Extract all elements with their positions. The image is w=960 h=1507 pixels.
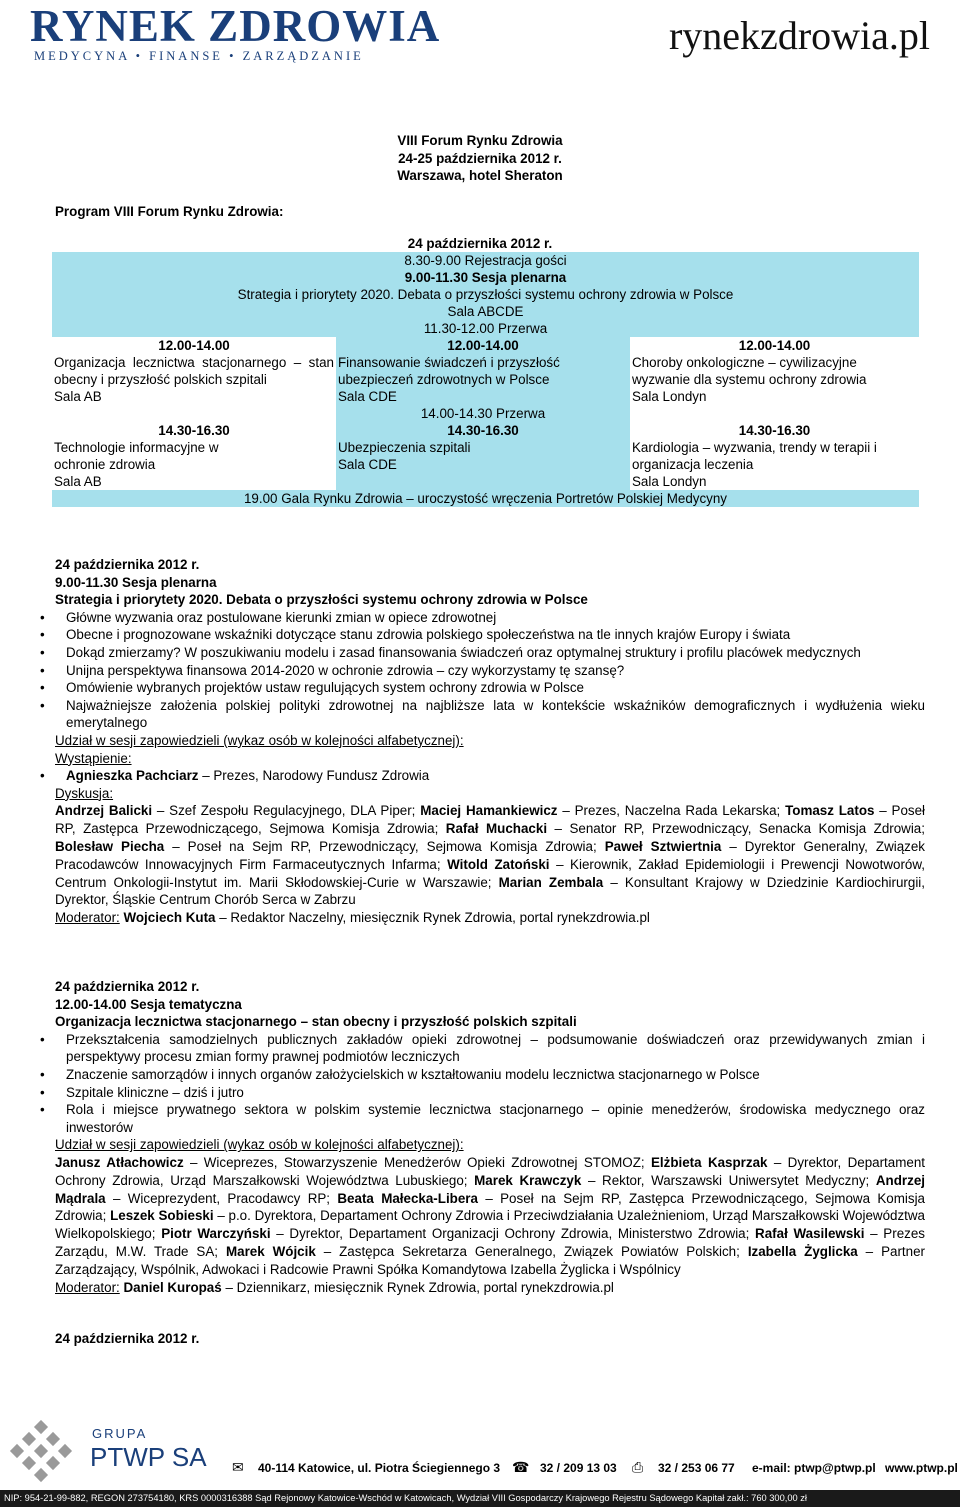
- list-item: • Obecne i prognozowane wskaźniki dotyczące stanu zdrowia polskiego społeczeństwa na tle innych krajów Europy i świata: [0, 626, 925, 644]
- moderator-name: Wojciech Kuta: [123, 910, 216, 926]
- break-row: 11.30-12.00 Przerwa: [52, 320, 919, 337]
- person-role: – p.o. Dyrektora, Departament Ochrony Zdrowia i Przeciwdziałania Uzależnieniom, Urząd Marszałkowski Województwa Wielkopolskiego;: [55, 1208, 925, 1242]
- col2b-time: 14.30-16.30: [447, 423, 519, 438]
- person-role: – Rektor, Warszawski Uniwersytet Medyczny;: [581, 1172, 876, 1188]
- person-role: – Poseł na Sejm RP, Przewodniczący, Sejmowa Komisja Zdrowia;: [164, 838, 605, 854]
- person-role: – Poseł na Sejm RP, Zastępca Przewodniczącego, Sejmowa Komisja Zdrowia;: [55, 1190, 925, 1224]
- col3b-time: 14.30-16.30: [738, 423, 811, 438]
- person-role: – Kierownik, Zakład Epidemiologii i Prewencji Nowotworów, Centrum Onkologii-Instytut im. Marii Skłodowskiej-Curie w Warszawie;: [55, 856, 926, 890]
- logo-title: RYNEK ZDROWIA: [30, 1, 441, 51]
- person-role: – Zastępca Sekretarza Generalnego, Związek Powiatów Polskich;: [315, 1243, 748, 1259]
- event-dates: 24-25 października 2012 r.: [398, 150, 562, 166]
- person-role: – Dyrektor Generalny, Związek Pracodawców Innowacyjnych Firm Farmaceutycznych Infarma;: [55, 838, 925, 872]
- person-role: – Wiceprezes, Stowarzyszenie Menedżerów Opieki Zdrowotnej STOMOZ;: [183, 1154, 651, 1170]
- footer-email: e-mail: ptwp@ptwp.pl: [752, 1461, 876, 1475]
- footer-fax: 32 / 253 06 77: [658, 1461, 735, 1475]
- event-venue: Warszawa, hotel Sheraton: [397, 168, 563, 183]
- person-name: Andrzej Mądrala: [55, 1172, 925, 1206]
- phone-icon: ☎: [512, 1459, 530, 1475]
- person-name: Maciej Hamankiewicz: [420, 803, 558, 819]
- moderator-role: – Redaktor Naczelny, miesięcznik Rynek Zdrowia, portal rynekzdrowia.pl: [215, 910, 650, 926]
- discussion-list: [55, 802, 925, 909]
- person-role: – Wiceprezydent, Pracodawcy RP;: [105, 1190, 338, 1206]
- session1-date: 24 października 2012 r.: [55, 557, 200, 572]
- plenary-title: 9.00-11.30 Sesja plenarna: [52, 269, 919, 286]
- speaker-role: – Prezes, Narodowy Fundusz Zdrowia: [198, 768, 430, 784]
- col3-time: 12.00-14.00: [738, 338, 811, 353]
- program-label: Program VIII Forum Rynku Zdrowia:: [55, 204, 284, 219]
- moderator-row: [55, 1279, 925, 1297]
- person-name: Marian Zembala: [498, 874, 604, 890]
- moderator-name: Daniel Kuropaś: [123, 1279, 222, 1295]
- person-name: Paweł Sztwiertnia: [604, 838, 722, 854]
- person-name: Izabella Żyglicka: [747, 1243, 858, 1259]
- session1-participants-label: Udział w sesji zapowiedzieli (wykaz osób w kolejności alfabetycznej):: [55, 732, 464, 748]
- schedule-date: 24 października 2012 r.: [407, 236, 553, 251]
- person-name: Andrzej Balicki: [55, 803, 153, 819]
- list-item: • Unijna perspektywa finansowa 2014-2020 w ochronie zdrowia – czy wykorzystamy tę szansę?: [0, 662, 925, 680]
- gala-row: 19.00 Gala Rynku Zdrowia – uroczystość wręczenia Portretów Polskiej Medycyny: [52, 490, 919, 507]
- person-name: Piotr Warczyński: [161, 1226, 271, 1242]
- moderator-label: Moderator:: [55, 910, 120, 926]
- col3-topic: Choroby onkologiczne – cywilizacyjne wyzwanie dla systemu ochrony zdrowia: [632, 355, 867, 387]
- session2-time: 12.00-14.00 Sesja tematyczna: [55, 996, 242, 1012]
- person-role: – Senator RP, Przewodniczący, Senacka Komisja Zdrowia;: [547, 821, 925, 837]
- moderator-role: – Dziennikarz, miesięcznik Rynek Zdrowia, portal rynekzdrowia.pl: [221, 1279, 614, 1295]
- session-plenary: [40, 556, 926, 927]
- list-item: • Omówienie wybranych projektów ustaw regulujących system ochrony zdrowia w Polsce: [0, 679, 925, 697]
- person-role: – Szef Zespołu Regulacyjnego, DLA Piper;: [152, 803, 421, 819]
- person-name: Elżbieta Kasprzak: [650, 1154, 768, 1170]
- schedule-table: [52, 252, 919, 507]
- list-item: • Przekształcenia samodzielnych publicznych zakładów opieki zdrowotnej – podsumowanie doświadczeń oraz przewidywanych zmian i perspektywy procesu zmian formy prawnej podmiotów leczniczych: [0, 1031, 925, 1066]
- person-name: Witold Zatoński: [447, 856, 550, 872]
- session1-title: Strategia i priorytety 2020. Debata o przyszłości systemu ochrony zdrowia w Polsce: [55, 592, 588, 608]
- ptwp-logo-icon: [8, 1420, 83, 1488]
- col3b-room: Sala Londyn: [632, 474, 707, 489]
- col2b-room: Sala CDE: [338, 457, 397, 472]
- person-name: Rafał Wasilewski: [755, 1226, 865, 1242]
- person-name: Beata Małecka-Libera: [337, 1190, 478, 1206]
- person-name: Marek Krawczyk: [474, 1172, 582, 1188]
- break2-row: 14.00-14.30 Przerwa: [336, 405, 630, 422]
- speech-label: Wystąpienie:: [55, 750, 132, 766]
- plenary-topic: Strategia i priorytety 2020. Debata o przyszłości systemu ochrony zdrowia w Polsce: [52, 286, 919, 303]
- col1b-topic: Technologie informacyjne w ochronie zdrowia: [54, 440, 219, 472]
- col1-room: Sala AB: [54, 389, 102, 404]
- footer-address: 40-114 Katowice, ul. Piotra Ściegiennego 3: [258, 1461, 501, 1475]
- col2b-topic: Ubezpieczenia szpitali: [338, 440, 471, 455]
- col2-time: 12.00-14.00: [447, 338, 519, 353]
- person-role: – Konsultant Krajowy w Dziedzinie Kardiochirurgii, Dyrektor, Śląskie Centrum Chorób Serca w Zabrzu: [55, 874, 925, 908]
- col1b-time: 14.30-16.30: [158, 423, 230, 438]
- person-name: Bolesław Piecha: [55, 838, 165, 854]
- group-name: PTWP SA: [90, 1442, 207, 1472]
- event-title: [0, 132, 960, 185]
- list-item: • Znaczenie samorządów i innych organów założycielskich w kształtowaniu modelu lecznictwa stacjonarnego w Polsce: [0, 1066, 925, 1084]
- person-role: – Poseł RP, Zastępca Przewodniczącego, Sejmowa Komisja Zdrowia;: [55, 803, 926, 837]
- moderator-row: [55, 909, 925, 927]
- list-item: • Rola i miejsce prywatnego sektora w polskim systemie lecznictwa stacjonarnego – opinie menedżerów, środowiska medycznego oraz inwestorów: [0, 1101, 925, 1136]
- person-name: Tomasz Latos: [785, 803, 875, 819]
- moderator-label: Moderator:: [55, 1279, 120, 1295]
- fax-icon: ⎙: [632, 1459, 644, 1475]
- list-item: • Szpitale kliniczne – dziś i jutro: [0, 1084, 925, 1102]
- col3-room: Sala Londyn: [632, 389, 707, 404]
- discussion-label: Dyskusja:: [55, 785, 114, 801]
- person-role: – Partner Zarządzający, Wspólnik, Adwokaci i Radcowie Prawni Spółka Komandytowa Izabella Żyglicka i Wspólnicy: [55, 1243, 925, 1277]
- person-name: Leszek Sobieski: [110, 1208, 214, 1224]
- session2-date: 24 października 2012 r.: [55, 979, 200, 994]
- footer-legal: NIP: 954-21-99-882, REGON 273754180, KRS 0000316388 Sąd Rejonowy Katowice-Wschód w Katowicach, Wydział VIII Gospodarczy Krajowego Rejestru Sądowego Kapitał zakł.: 760 300,00 zł: [0, 1490, 960, 1507]
- group-label: GRUPA: [92, 1426, 148, 1441]
- col1b-room: Sala AB: [54, 474, 102, 489]
- list-item: • Najważniejsze założenia polskiej polityki zdrowotnej na najbliższe lata w kontekście wskaźników demograficznych i wydłużenia wieku emerytalnego: [0, 697, 925, 732]
- session2-bullets: [0, 1031, 925, 1137]
- site-name: rynekzdrowia.pl: [668, 13, 930, 58]
- session2-participants-label: Udział w sesji zapowiedzieli (wykaz osób w kolejności alfabetycznej):: [55, 1137, 464, 1153]
- footer-phone: 32 / 209 13 03: [540, 1461, 617, 1475]
- col1-topic: Organizacja lecznictwa stacjonarnego – stan obecny i przyszłość polskich szpitali: [54, 355, 334, 387]
- speaker-row: • Agnieszka Pachciarz – Prezes, Narodowy Fundusz Zdrowia: [40, 768, 430, 784]
- event-name: VIII Forum Rynku Zdrowia: [397, 133, 563, 148]
- footer: [0, 1418, 960, 1490]
- session1-bullets: [0, 609, 925, 732]
- footer-web: www.ptwp.pl: [885, 1461, 958, 1475]
- session-thematic: [55, 978, 925, 1296]
- person-role: – Prezes, Naczelna Rada Lekarska;: [557, 803, 786, 819]
- list-item: • Dokąd zmierzamy? W poszukiwaniu modelu i zasad finansowania świadczeń oraz optymalnej struktury i profilu placówek medycznych: [0, 644, 925, 662]
- person-name: Janusz Atłachowicz: [55, 1154, 184, 1170]
- col1-time: 12.00-14.00: [158, 338, 230, 353]
- person-name: Marek Wójcik: [225, 1243, 316, 1259]
- logo-subtitle: MEDYCYNA • FINANSE • ZARZĄDZANIE: [34, 49, 364, 63]
- speaker-name: Agnieszka Pachciarz: [66, 768, 199, 784]
- person-role: – Dyrektor, Departament Organizacji Ochrony Zdrowia, Ministerstwo Zdrowia;: [270, 1226, 756, 1242]
- person-role: – Prezes Zarządu, M.W. Trade SA;: [55, 1226, 925, 1259]
- plenary-room: Sala ABCDE: [52, 303, 919, 320]
- col2-room: Sala CDE: [338, 389, 397, 404]
- col3b-topic: Kardiologia – wyzwania, trendy w terapii i organizacja leczenia: [632, 440, 877, 472]
- session3-date: 24 października 2012 r.: [55, 1331, 200, 1346]
- registration-row: 8.30-9.00 Rejestracja gości: [52, 252, 919, 269]
- participants-list: [55, 1154, 925, 1279]
- person-name: Rafał Muchacki: [445, 821, 548, 837]
- col2-topic: Finansowanie świadczeń i przyszłość ubezpieczeń zdrowotnych w Polsce: [338, 355, 560, 387]
- rynek-zdrowia-logo: [30, 1, 441, 64]
- session2-title: Organizacja lecznictwa stacjonarnego – stan obecny i przyszłość polskich szpitali: [55, 1014, 577, 1030]
- mail-icon: ✉: [232, 1459, 244, 1475]
- list-item: • Główne wyzwania oraz postulowane kierunki zmian w opiece zdrowotnej: [0, 609, 925, 627]
- session1-time: 9.00-11.30 Sesja plenarna: [55, 574, 217, 590]
- person-role: – Dyrektor, Departament Ochrony Zdrowia, Urząd Marszałkowski Województwa Lubuskiego;: [55, 1154, 925, 1188]
